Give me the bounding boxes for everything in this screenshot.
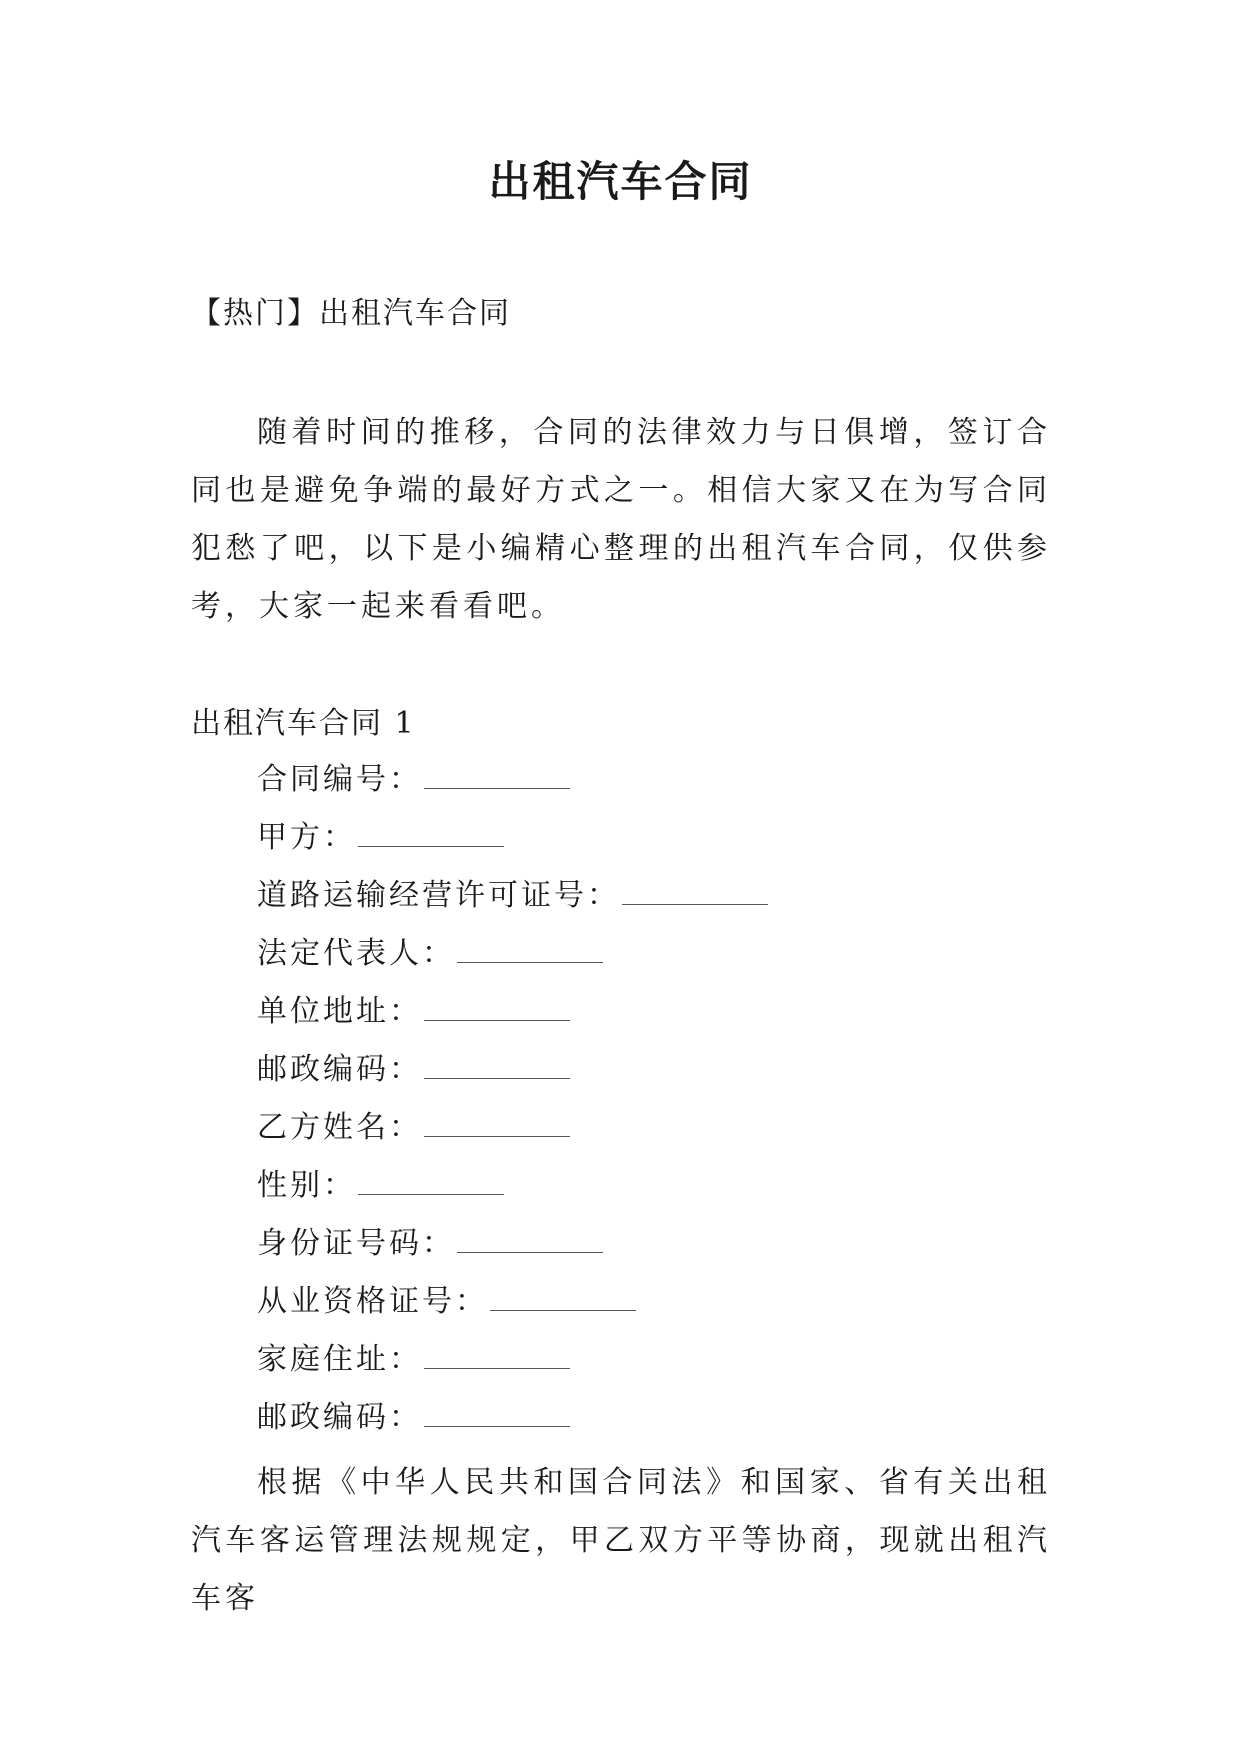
blank-line — [457, 1224, 603, 1253]
field-label: 从业资格证号： — [257, 1284, 488, 1319]
blank-line — [490, 1282, 636, 1311]
field-label: 甲方： — [257, 820, 356, 855]
field-legal-representative — [257, 932, 768, 990]
field-label: 邮政编码： — [257, 1400, 422, 1435]
field-label: 法定代表人： — [257, 936, 455, 971]
blank-line — [424, 1340, 570, 1369]
section-heading: 出租汽车合同 1 — [191, 706, 416, 741]
field-contract-number — [257, 758, 768, 816]
field-id-number — [257, 1222, 768, 1280]
intro-paragraph: 随着时间的推移，合同的法律效力与日俱增，签订合同也是避免争端的最好方式之一。相信大家又在为写合同犯愁了吧，以下是小编精心整理的出租汽车合同，仅供参考，大家一起来看看吧。 — [191, 415, 1051, 624]
blank-line — [424, 760, 570, 789]
field-qualification-number — [257, 1280, 768, 1338]
document-subtitle: 【热门】出租汽车合同 — [191, 296, 511, 331]
field-postal-code-b — [257, 1396, 768, 1454]
field-label: 道路运输经营许可证号： — [257, 878, 620, 913]
blank-line — [424, 1108, 570, 1137]
field-transport-license — [257, 874, 768, 932]
blank-line — [622, 876, 768, 905]
body-paragraph: 根据《中华人民共和国合同法》和国家、省有关出租汽车客运管理法规规定，甲乙双方平等协商，现就出租汽车客 — [191, 1465, 1051, 1616]
blank-line — [358, 818, 504, 847]
field-company-address — [257, 990, 768, 1048]
field-label: 邮政编码： — [257, 1052, 422, 1087]
field-label: 性别： — [257, 1168, 356, 1203]
field-label: 乙方姓名： — [257, 1110, 422, 1145]
blank-line — [457, 934, 603, 963]
field-label: 合同编号： — [257, 762, 422, 797]
blank-line — [358, 1166, 504, 1195]
field-label: 家庭住址： — [257, 1342, 422, 1377]
field-gender — [257, 1164, 768, 1222]
blank-line — [424, 992, 570, 1021]
field-label: 单位地址： — [257, 994, 422, 1029]
field-label: 身份证号码： — [257, 1226, 455, 1261]
blank-line — [424, 1398, 570, 1427]
field-home-address — [257, 1338, 768, 1396]
contract-fields — [257, 758, 768, 1454]
document-title: 出租汽车合同 — [488, 157, 753, 206]
field-party-a — [257, 816, 768, 874]
blank-line — [424, 1050, 570, 1079]
field-postal-code-a — [257, 1048, 768, 1106]
field-party-b-name — [257, 1106, 768, 1164]
